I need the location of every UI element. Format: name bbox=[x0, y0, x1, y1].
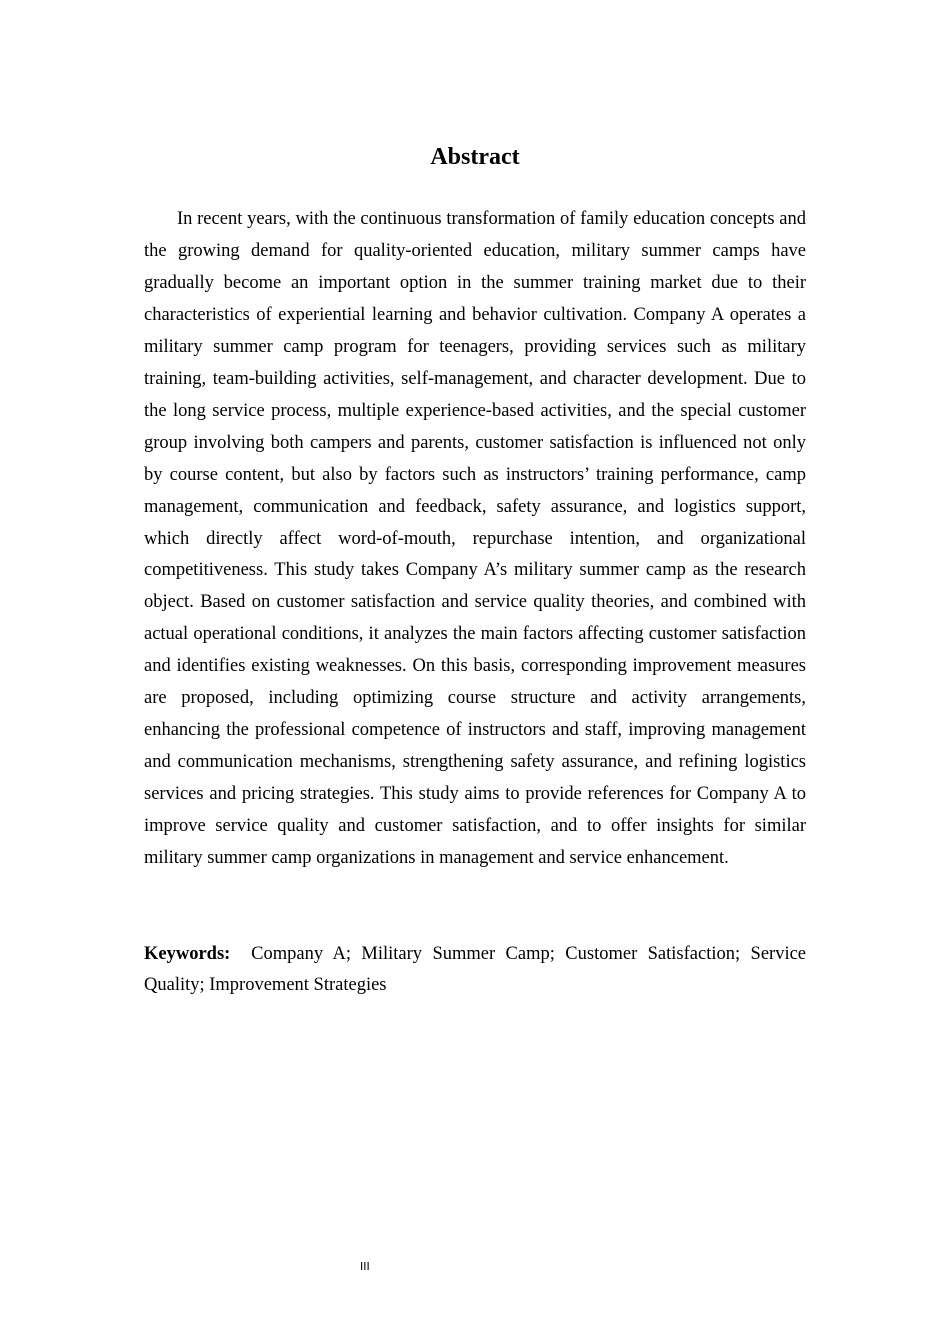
keywords-paragraph bbox=[144, 939, 806, 1001]
page-number: III bbox=[360, 1260, 370, 1273]
abstract-title: Abstract bbox=[430, 144, 520, 170]
keywords-label: Keywords: bbox=[144, 944, 231, 964]
abstract-body: In recent years, with the continuous transformation of family education concepts and the growing demand for quality-oriented education, military summer camps have gradually become an important option in the summer training market due to their characteristics of experiential learning and behavior cultivation. Company A operates a military summer camp program for teenagers, providing services such as military training, team-building activities, self-management, and character development. Due to the long service process, multiple experience-based activities, and the special customer group involving both campers and parents, customer satisfaction is influenced not only by course content, but also by factors such as instructors’ training performance, camp management, communication and feedback, safety assurance, and logistics support, which directly affect word-of-mouth, repurchase intention, and organizational competitiveness. This study takes Company A’s military summer camp as the research object. Based on customer satisfaction and service quality theories, and combined with actual operational conditions, it analyzes the main factors affecting customer satisfaction and identifies existing weaknesses. On this basis, corresponding improvement measures are proposed, including optimizing course structure and activity arrangements, enhancing the professional competence of instructors and staff, improving management and communication mechanisms, strengthening safety assurance, and refining logistics services and pricing strategies. This study aims to provide references for Company A to improve service quality and customer satisfaction, and to offer insights for similar military summer camp organizations in management and service enhancement. bbox=[144, 209, 806, 869]
keywords-list: Company A; Military Summer Camp; Customer Satisfaction; Service Quality; Improvement Strategies bbox=[144, 944, 807, 995]
